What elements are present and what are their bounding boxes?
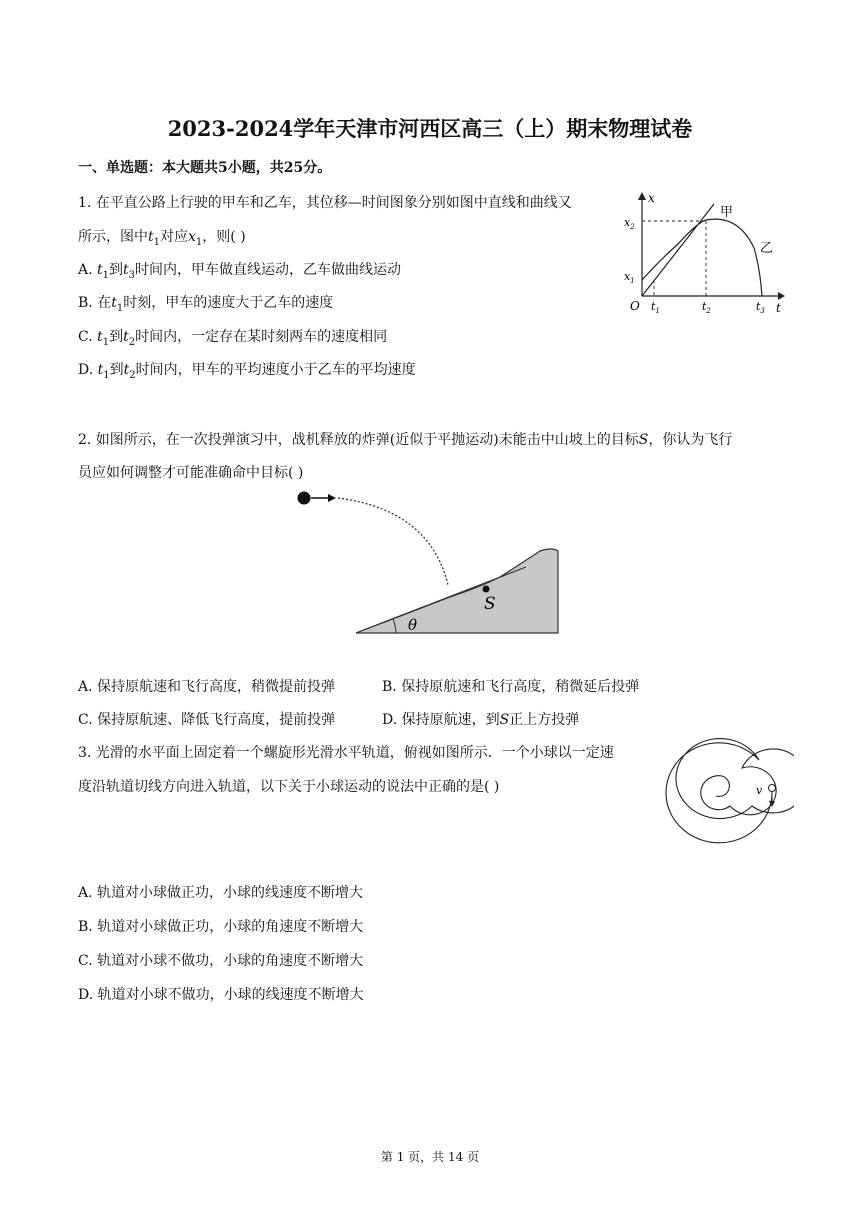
x-axis-label: x (648, 191, 655, 205)
x1-label: $x_1$ (624, 270, 635, 285)
q1-option-a[interactable]: A. $t_1$到$t_3$时间内，甲车做直线运动，乙车做曲线运动 (78, 262, 402, 281)
velocity-label: v (756, 784, 763, 797)
section-heading: 一、单选题：本大题共5小题，共25分。 (78, 160, 332, 176)
trajectory-path (338, 498, 448, 585)
t2-label: $t_2$ (702, 300, 711, 315)
q2-stem-line2: 员应如何调整才可能准确命中目标( ) (78, 465, 304, 481)
page-title: 2023-2024学年天津市河西区高三（上）期末物理试卷 (167, 116, 693, 141)
x-axis-arrow-icon (638, 192, 646, 200)
q1-stem-line2: 所示，图中$t_1$对应$x_1$，则( ) (78, 229, 246, 248)
jia-label: 甲 (720, 205, 734, 220)
velocity-arrow-icon (328, 494, 336, 502)
q1-option-c[interactable]: C. $t_1$到$t_2$时间内，一定存在某时刻两车的速度相同 (78, 329, 388, 348)
q2-stem-line1: 2. 如图所示，在一次投弹演习中，战机释放的炸弹(近似于平抛运动)未能击中山坡上的目标S，你认为飞行 (78, 432, 733, 448)
q1-option-d[interactable]: D. $t_1$到$t_2$时间内，甲车的平均速度小于乙车的平均速度 (78, 362, 416, 381)
hill-slope (356, 549, 558, 633)
q2-option-c[interactable]: C. 保持原航速、降低飞行高度，提前投弹 (78, 712, 336, 728)
target-point-icon (483, 586, 490, 593)
curve-yi (642, 219, 762, 296)
line-jia (642, 204, 714, 296)
q3-option-a[interactable]: A. 轨道对小球做正功，小球的线速度不断增大 (78, 885, 364, 901)
q2-option-d[interactable]: D. 保持原航速，到S正上方投弹 (382, 712, 580, 728)
target-label: S (484, 594, 496, 614)
yi-label: 乙 (760, 241, 774, 256)
q3-option-c[interactable]: C. 轨道对小球不做功，小球的角速度不断增大 (78, 953, 364, 969)
bomb-icon (298, 492, 311, 505)
q1-option-b[interactable]: B. 在$t_1$时刻，甲车的速度大于乙车的速度 (78, 295, 334, 314)
theta-label: θ (408, 616, 418, 634)
q1-xt-graph (618, 188, 788, 316)
t-axis-arrow-icon (778, 292, 785, 300)
t3-label: $t_3$ (756, 300, 765, 315)
page-footer: 第 1 页，共 14 页 (380, 1150, 480, 1164)
q3-stem-line2: 度沿轨道切线方向进入轨道，以下关于小球运动的说法中正确的是( ) (78, 779, 500, 795)
q2-option-a[interactable]: A. 保持原航速和飞行高度，稍微提前投弹 (78, 679, 336, 695)
q1-stem-line1: 1. 在平直公路上行驶的甲车和乙车，其位移—时间图象分别如图中直线和曲线又 (78, 195, 572, 211)
q2-bombing-figure (290, 485, 580, 640)
q3-spiral-figure (664, 738, 794, 848)
q3-stem-line1: 3. 光滑的水平面上固定着一个螺旋形光滑水平轨道，俯视如图所示．一个小球以一定速 (78, 745, 614, 761)
q3-option-b[interactable]: B. 轨道对小球做正功，小球的角速度不断增大 (78, 919, 364, 935)
t1-label: $t_1$ (651, 300, 660, 315)
q2-option-b[interactable]: B. 保持原航速和飞行高度，稍微延后投弹 (382, 679, 640, 695)
q3-option-d[interactable]: D. 轨道对小球不做功，小球的线速度不断增大 (78, 987, 364, 1003)
origin-label: O (630, 299, 640, 313)
ball-icon (769, 785, 776, 792)
t-axis-label: t (776, 301, 781, 315)
x2-label: $x_2$ (624, 216, 635, 231)
